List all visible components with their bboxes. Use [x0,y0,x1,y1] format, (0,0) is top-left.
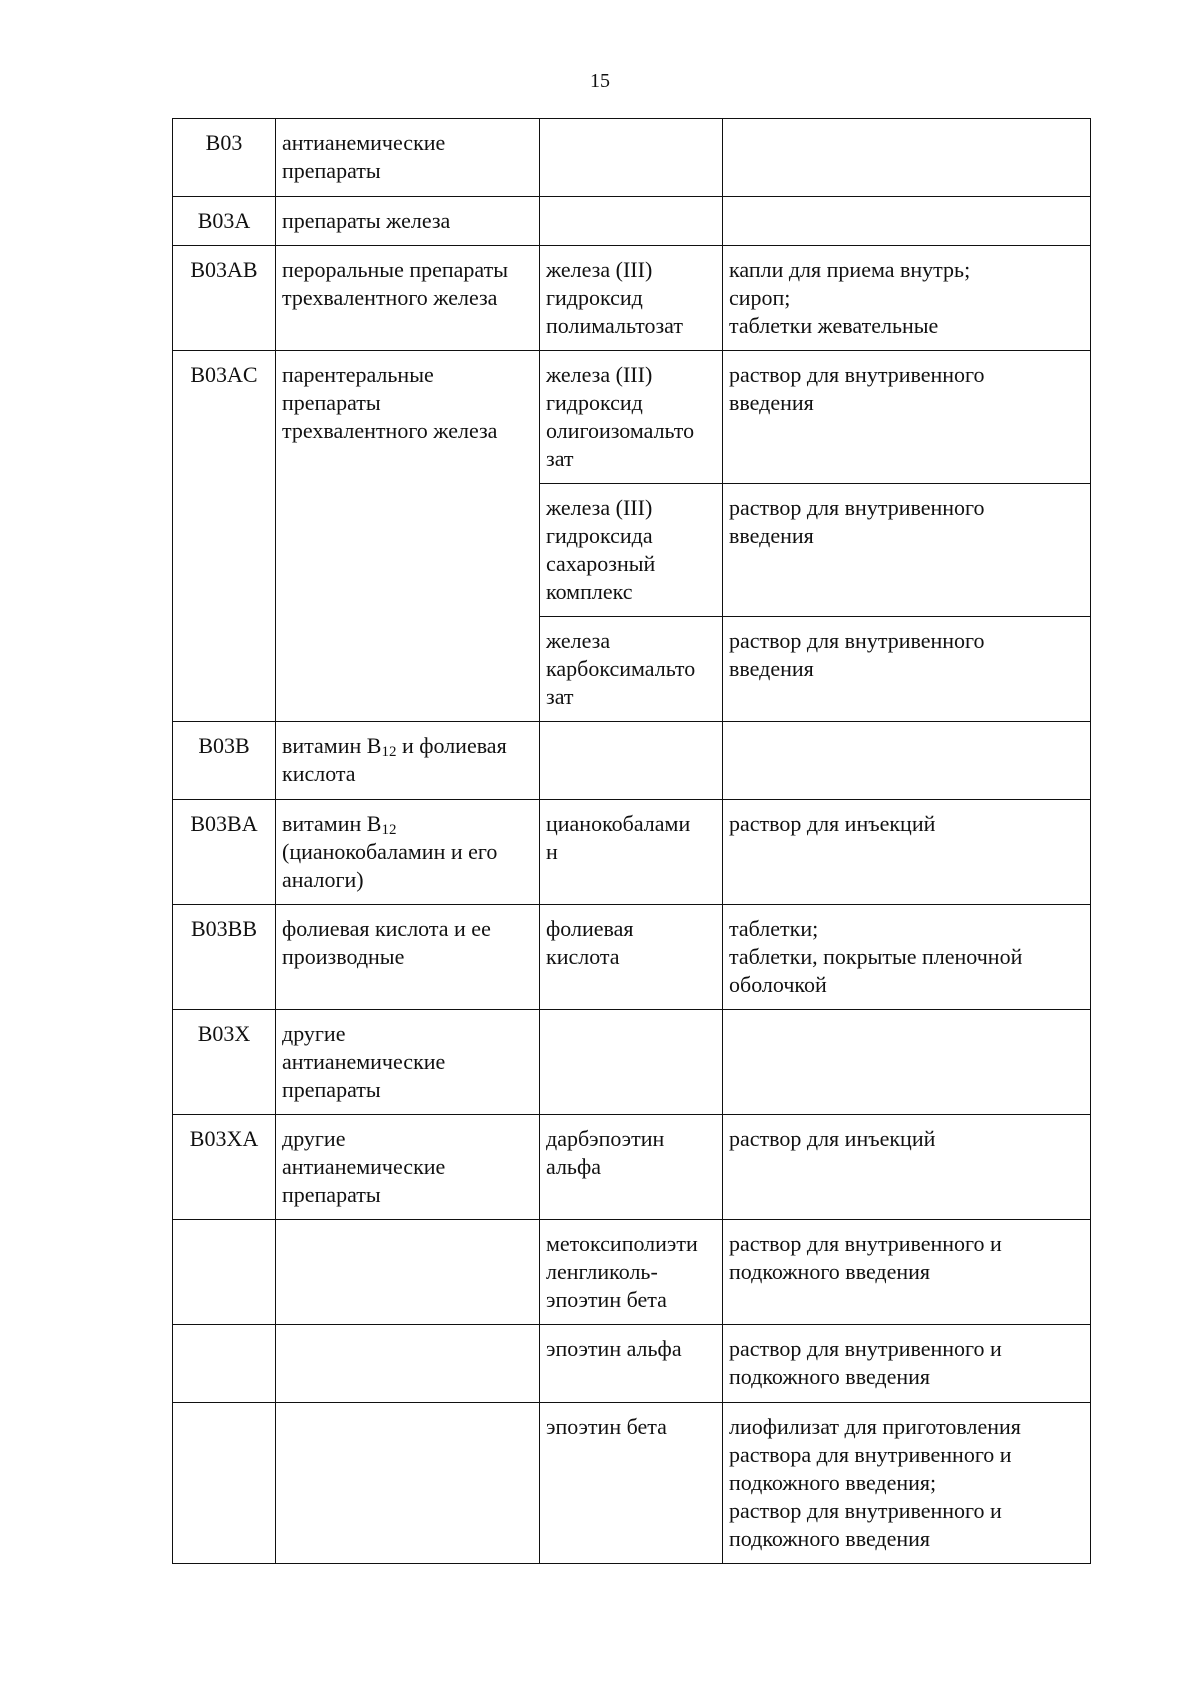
table-row [173,1403,1091,1564]
group-text: витамин B [282,733,382,758]
atc-code-cell: B03B [173,722,276,800]
group-cell [276,722,540,800]
substance-cell: цианокобалами н [540,800,723,905]
table-row [173,351,1091,484]
group-cell: другие антианемические препараты [276,1115,540,1220]
dosage-form-cell: капли для приема внутрь; сироп; таблетки жевательные [723,246,1091,351]
table-row [173,905,1091,1010]
atc-code-cell: B03BA [173,800,276,905]
atc-code-cell: B03AC [173,351,276,722]
group-text: (цианокобаламин и его аналоги) [282,839,498,892]
drug-table [172,118,1091,1564]
table-row [173,197,1091,246]
atc-code-cell: B03A [173,197,276,246]
dosage-form-cell: раствор для внутривенного и подкожного введения [723,1325,1091,1403]
group-cell [276,1220,540,1325]
substance-cell: железа карбоксимальто зат [540,617,723,722]
dosage-form-cell: раствор для инъекций [723,800,1091,905]
atc-code-cell [173,1403,276,1564]
atc-code-cell: B03AB [173,246,276,351]
dosage-form-cell: раствор для инъекций [723,1115,1091,1220]
atc-code-cell [173,1325,276,1403]
table-row [173,246,1091,351]
dosage-form-cell [723,1010,1091,1115]
dosage-form-cell [723,119,1091,197]
group-text: и фолиевая кислота [282,733,507,786]
substance-cell: метоксиполиэти ленгликоль- эпоэтин бета [540,1220,723,1325]
table-row [173,1010,1091,1115]
atc-code-cell [173,1220,276,1325]
group-cell: парентеральные препараты трехвалентного железа [276,351,540,722]
dosage-form-cell [723,197,1091,246]
group-text: витамин B [282,811,382,836]
substance-cell: дарбэпоэтин альфа [540,1115,723,1220]
table-row [173,800,1091,905]
table-row [173,1325,1091,1403]
dosage-form-cell: лиофилизат для приготовления раствора для внутривенного и подкожного введения; раствор для внутривенного и подкожного введения [723,1403,1091,1564]
substance-cell: эпоэтин альфа [540,1325,723,1403]
atc-code-cell: B03XA [173,1115,276,1220]
table-row [173,1115,1091,1220]
dosage-form-cell: раствор для внутривенного введения [723,484,1091,617]
subscript: 12 [381,822,397,838]
substance-cell: железа (III) гидроксид полимальтозат [540,246,723,351]
table-row [173,119,1091,197]
table-row [173,722,1091,800]
substance-cell: фолиевая кислота [540,905,723,1010]
group-cell: пероральные препараты трехвалентного железа [276,246,540,351]
group-cell: другие антианемические препараты [276,1010,540,1115]
subscript: 12 [381,744,397,760]
substance-cell [540,197,723,246]
substance-cell: эпоэтин бета [540,1403,723,1564]
dosage-form-cell: раствор для внутривенного введения [723,617,1091,722]
atc-code-cell: B03BB [173,905,276,1010]
group-cell [276,1325,540,1403]
group-cell [276,1403,540,1564]
atc-code-cell: B03 [173,119,276,197]
group-cell: препараты железа [276,197,540,246]
table-row [173,1220,1091,1325]
substance-cell [540,119,723,197]
page-number: 15 [590,70,610,92]
dosage-form-cell: раствор для внутривенного введения [723,351,1091,484]
group-cell [276,800,540,905]
substance-cell: железа (III) гидроксида сахарозный комплекс [540,484,723,617]
substance-cell [540,1010,723,1115]
substance-cell: железа (III) гидроксид олигоизомальто зат [540,351,723,484]
group-cell: фолиевая кислота и ее производные [276,905,540,1010]
group-cell: антианемические препараты [276,119,540,197]
substance-cell [540,722,723,800]
dosage-form-cell: таблетки; таблетки, покрытые пленочной оболочкой [723,905,1091,1010]
dosage-form-cell: раствор для внутривенного и подкожного введения [723,1220,1091,1325]
atc-code-cell: B03X [173,1010,276,1115]
dosage-form-cell [723,722,1091,800]
